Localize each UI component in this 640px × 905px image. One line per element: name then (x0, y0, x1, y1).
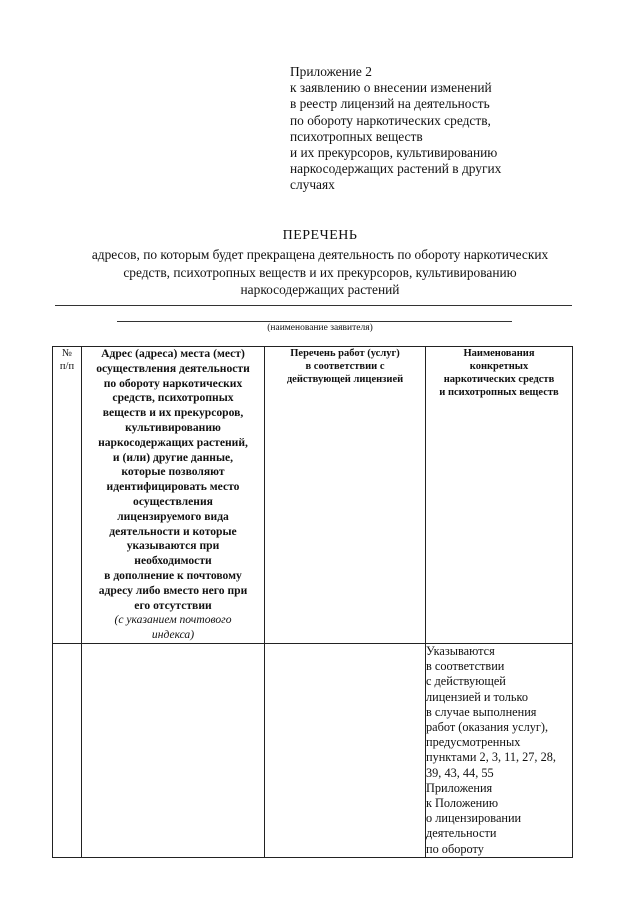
subtitle-line: адресов, по которым будет прекращена деятельность по обороту наркотических (91, 247, 549, 262)
header-number: № п/п (53, 347, 82, 644)
table-header-row (53, 347, 573, 644)
annex-reference (290, 64, 590, 194)
annex-line: к заявлению о внесении изменений (290, 80, 492, 96)
subtitle-line: наркосодержащих растений (240, 282, 400, 297)
cell-works[interactable] (265, 644, 426, 858)
header-address: Адрес (адреса) места (мест) осуществления деятельности по обороту наркотических средств, психотропных веществ и их прекурсоров, культивированию наркосодержащих растений, и (или) другие данные, которые позволяют идентифицировать место осуществления лицензируемого вида деятельности и которые указываются при необходимости в дополнение к почтовому адресу либо вместо него при его отсутствии (с указанием почтового индекса) (82, 347, 265, 644)
annex-line: случаях (290, 177, 335, 193)
annex-line: Приложение 2 (290, 64, 372, 79)
address-table (52, 346, 573, 858)
applicant-name-caption: (наименование заявителя) (267, 323, 373, 333)
document-title: ПЕРЕЧЕНЬ (282, 228, 358, 243)
blank-fill-line (55, 305, 572, 306)
annex-line: психотропных веществ (290, 128, 423, 144)
header-works: Перечень работ (услуг) в соответствии с действующей лицензией (265, 347, 426, 644)
annex-line: и их прекурсоров, культивированию (290, 145, 498, 161)
table-row (53, 644, 573, 858)
annex-line: в реестр лицензий на деятельность (290, 96, 490, 112)
applicant-name-line (117, 321, 512, 322)
annex-line: по обороту наркотических средств, (290, 112, 491, 128)
subtitle-line: средств, психотропных веществ и их прекурсоров, культивированию (123, 264, 517, 280)
cell-substances-note[interactable]: Указываются в соответствии с действующей лицензией и только в случае выполнения работ (оказания услуг), предусмотренных пунктами 2, 3, 11, 27, 28, 39, 43, 44, 55 Приложения к Положению о лицензировании деятельности по обороту (426, 644, 573, 858)
document-subtitle (40, 246, 600, 299)
cell-number[interactable] (53, 644, 82, 858)
annex-line: наркосодержащих растений в других (290, 161, 502, 177)
cell-address[interactable] (82, 644, 265, 858)
header-substances: Наименования конкретных наркотических средств и психотропных веществ (426, 347, 573, 644)
